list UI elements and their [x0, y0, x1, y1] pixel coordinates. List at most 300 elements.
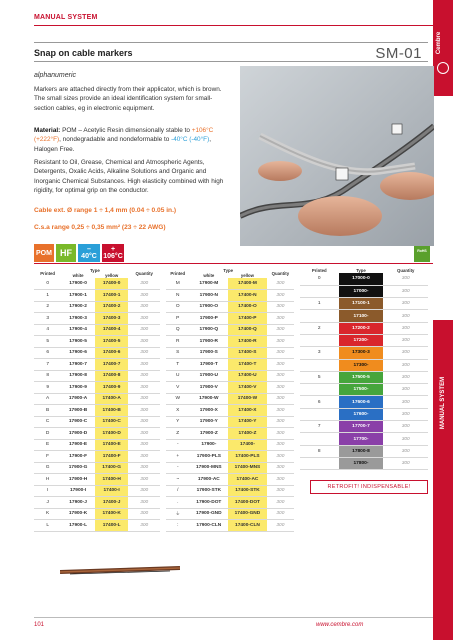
yellow-code-cell: 17400-L	[95, 520, 129, 532]
table-row	[300, 421, 428, 433]
yellow-code-cell: 17400-M	[228, 278, 267, 290]
table-row	[300, 334, 428, 346]
table-row	[34, 405, 160, 417]
table-row	[166, 485, 294, 497]
printed-cell: O	[166, 301, 190, 313]
colour-code-cell: 17600-	[339, 408, 384, 420]
white-code-cell: 17900-Z	[190, 428, 229, 440]
white-code-cell: 17900-MNS	[190, 462, 229, 474]
white-code-cell: 17900-0	[61, 278, 95, 290]
badge-rule	[34, 263, 433, 264]
table-row	[34, 497, 160, 509]
colour-code-cell: 17000-	[339, 285, 384, 297]
yellow-code-cell: 17400-C	[95, 416, 129, 428]
table-row	[300, 359, 428, 371]
printed-cell: V	[166, 382, 190, 394]
yellow-code-cell: 17400-Z	[228, 428, 267, 440]
white-code-cell: 17900-V	[190, 382, 229, 394]
top-rule	[34, 25, 453, 26]
printed-cell: K	[34, 508, 61, 520]
table-row	[166, 324, 294, 336]
printed-cell	[300, 285, 339, 297]
printed-cell: G	[34, 462, 61, 474]
printed-cell: 0	[300, 273, 339, 285]
hot-sign: +	[110, 246, 116, 253]
printed-header: Printed	[170, 270, 186, 276]
quantity-cell: 300	[128, 497, 160, 509]
printed-cell: A	[34, 393, 61, 405]
colour-code-cell: 17800-8	[339, 445, 384, 457]
rohs-label: RoHS	[417, 249, 427, 253]
yellow-code-cell: 17400-Y	[228, 416, 267, 428]
white-code-cell: 17900-T	[190, 359, 229, 371]
brand-logo-icon	[437, 62, 449, 74]
table-row	[166, 359, 294, 371]
quantity-cell: 300	[128, 520, 160, 532]
white-code-cell: 17900-5	[61, 336, 95, 348]
colour-code-cell: 17000-0	[339, 273, 384, 285]
yellow-code-cell: 17400-G	[95, 462, 129, 474]
printed-cell: 5	[34, 336, 61, 348]
white-code-cell: 17900-4	[61, 324, 95, 336]
yellow-code-cell: 17400-P	[228, 313, 267, 325]
printed-cell: B	[34, 405, 61, 417]
white-code-cell: 17900-1	[61, 290, 95, 302]
table-row	[300, 310, 428, 322]
yellow-header: yellow	[105, 273, 119, 278]
printed-cell: 8	[34, 370, 61, 382]
cold-temp-badge	[78, 244, 100, 262]
quantity-cell: 300	[128, 290, 160, 302]
quantity-cell: 300	[383, 384, 428, 396]
brand-box	[433, 0, 453, 96]
white-code-cell: 17900-CLN	[190, 520, 229, 532]
white-code-cell: 17900-GND	[190, 508, 229, 520]
quantity-cell: 300	[267, 393, 294, 405]
colour-code-cell: 17600-6	[339, 396, 384, 408]
quantity-cell: 300	[267, 336, 294, 348]
side-tab	[433, 320, 453, 640]
yellow-code-cell: 17400-Q	[228, 324, 267, 336]
printed-cell: ⏚	[166, 508, 190, 520]
quantity-cell: 300	[128, 359, 160, 371]
quantity-cell: 300	[128, 416, 160, 428]
quantity-cell: 300	[383, 322, 428, 334]
quantity-cell: 300	[267, 520, 294, 532]
yellow-code-cell: 17400-DOT	[228, 497, 267, 509]
table-row	[300, 445, 428, 457]
table-row	[166, 451, 294, 463]
quantity-cell: 300	[383, 347, 428, 359]
colour-code-cell: 17100-1	[339, 298, 384, 310]
type-header: Type	[223, 268, 233, 273]
quantity-cell: 300	[128, 439, 160, 451]
yellow-code-cell: 17400-B	[95, 405, 129, 417]
quantity-cell: 300	[383, 273, 428, 285]
colour-marker-table	[300, 268, 428, 470]
yellow-code-cell: 17400-E	[95, 439, 129, 451]
printed-cell: U	[166, 370, 190, 382]
white-code-cell: 17900-Y	[190, 416, 229, 428]
yellow-code-cell: 17400-U	[228, 370, 267, 382]
table-row	[34, 451, 160, 463]
material-text-2: , nondegradable and nondeformable to	[59, 136, 170, 144]
printed-cell	[300, 334, 339, 346]
yellow-code-cell: 17400-STK	[228, 485, 267, 497]
printed-cell: L	[34, 520, 61, 532]
section-label: MANUAL SYSTEM	[34, 14, 98, 21]
table-row	[34, 382, 160, 394]
colour-code-cell: 17500-	[339, 384, 384, 396]
brand-name: Cembre	[435, 31, 442, 55]
printed-cell: I	[34, 485, 61, 497]
quantity-header: Quantity	[271, 270, 290, 276]
printed-cell: E	[34, 439, 61, 451]
printed-cell: -	[166, 462, 190, 474]
white-code-cell: 17900-R	[190, 336, 229, 348]
quantity-cell: 300	[383, 310, 428, 322]
quantity-cell: 300	[267, 278, 294, 290]
colour-code-cell: 17300-3	[339, 347, 384, 359]
quantity-cell: 300	[267, 301, 294, 313]
material-label: Material:	[34, 127, 61, 134]
quantity-cell: 300	[128, 370, 160, 382]
product-code: SM-01	[375, 45, 422, 62]
table-row	[166, 428, 294, 440]
white-code-cell: 17900-7	[61, 359, 95, 371]
white-code-cell: 17900-DOT	[190, 497, 229, 509]
quantity-header: Quantity	[135, 270, 153, 276]
intro-text: Markers are attached directly from their applicator, which is brown. The small sizes provide an ideal identification system for small-section cables, eg in electronic equipment.	[34, 86, 222, 112]
material-text-1: POM – Acetylic Resin dimensionally stable to	[62, 127, 190, 134]
yellow-code-cell: 17400-D	[95, 428, 129, 440]
quantity-cell: 300	[267, 290, 294, 302]
white-code-cell: 17900-9	[61, 382, 95, 394]
table-row	[34, 313, 160, 325]
printed-cell: Y	[166, 416, 190, 428]
printed-cell	[300, 433, 339, 445]
printed-cell: Q	[166, 324, 190, 336]
yellow-code-cell: 17400-CLN	[228, 520, 267, 532]
yellow-code-cell: 17400-T	[228, 359, 267, 371]
printed-cell: ~	[166, 474, 190, 486]
hot-temp-value: 106°C	[103, 253, 123, 260]
yellow-code-cell: 17400-H	[95, 474, 129, 486]
yellow-code-cell: 17400-7	[95, 359, 129, 371]
material-hot-temp: +106°C (+222°F)	[34, 127, 214, 144]
printed-cell: 2	[300, 322, 339, 334]
white-code-cell: 17900-2	[61, 301, 95, 313]
quantity-cell: 300	[267, 462, 294, 474]
footer-rule	[34, 617, 433, 618]
title-bar	[34, 42, 428, 62]
table-row	[34, 336, 160, 348]
quantity-cell: 300	[267, 324, 294, 336]
quantity-cell: 300	[128, 428, 160, 440]
cable-range: Cable ext. Ø range 1 ÷ 1,4 mm (0.04 ÷ 0.05 in.)	[34, 207, 177, 214]
quantity-cell: 300	[128, 301, 160, 313]
quantity-cell: 300	[383, 285, 428, 297]
yellow-code-cell: 17400-R	[228, 336, 267, 348]
printed-cell: H	[34, 474, 61, 486]
table-row	[300, 322, 428, 334]
colour-code-cell: 17100-	[339, 310, 384, 322]
quantity-cell: 300	[267, 382, 294, 394]
quantity-cell: 300	[267, 485, 294, 497]
printed-cell: 6	[300, 396, 339, 408]
quantity-cell: 300	[267, 405, 294, 417]
quantity-cell: 300	[383, 408, 428, 420]
table-row	[300, 457, 428, 469]
printed-cell: :	[166, 520, 190, 532]
rohs-icon	[414, 246, 430, 262]
table-row	[166, 336, 294, 348]
printed-cell: +	[166, 451, 190, 463]
white-code-cell: 17900-J	[61, 497, 95, 509]
yellow-code-cell: 17400-AC	[228, 474, 267, 486]
colour-code-cell: 17800-	[339, 457, 384, 469]
quantity-cell: 300	[267, 428, 294, 440]
type-header: Type	[90, 268, 100, 273]
white-code-cell: 17900-8	[61, 370, 95, 382]
white-code-cell: 17900-X	[190, 405, 229, 417]
side-tab-label: MANUAL SYSTEM	[440, 376, 446, 430]
printed-cell: 3	[300, 347, 339, 359]
yellow-code-cell: 17400-W	[228, 393, 267, 405]
quantity-cell: 300	[383, 334, 428, 346]
table-row	[300, 396, 428, 408]
white-code-cell: 17900-AC	[190, 474, 229, 486]
table-row	[34, 393, 160, 405]
white-code-cell: 17900-Q	[190, 324, 229, 336]
yellow-code-cell: 17400-9	[95, 382, 129, 394]
printed-cell: 0	[34, 278, 61, 290]
white-code-cell: 17900-H	[61, 474, 95, 486]
quantity-cell: 300	[128, 451, 160, 463]
pom-badge: POM	[34, 244, 54, 262]
quantity-cell: 300	[267, 370, 294, 382]
quantity-cell: 300	[383, 359, 428, 371]
yellow-code-cell: 17400-0	[95, 278, 129, 290]
white-header: white	[72, 273, 84, 278]
printed-header: Printed	[311, 268, 327, 273]
printed-cell: 9	[34, 382, 61, 394]
printed-cell: P	[166, 313, 190, 325]
quantity-cell: 300	[267, 439, 294, 451]
website-link[interactable]: www.cembre.com	[316, 622, 364, 628]
table-row	[166, 370, 294, 382]
table-row	[34, 485, 160, 497]
white-code-cell: 17900-M	[190, 278, 229, 290]
yellow-code-cell: 17400-F	[95, 451, 129, 463]
yellow-code-cell: 17400-6	[95, 347, 129, 359]
subtitle: alphanumeric	[34, 72, 77, 79]
table-row	[166, 405, 294, 417]
quantity-cell: 300	[128, 474, 160, 486]
table-row	[166, 508, 294, 520]
printed-cell: T	[166, 359, 190, 371]
table-row	[300, 273, 428, 285]
yellow-code-cell: 17400-2	[95, 301, 129, 313]
printed-cell: M	[166, 278, 190, 290]
table-row	[300, 384, 428, 396]
yellow-code-cell: 17400-5	[95, 336, 129, 348]
yellow-code-cell: 17400-GND	[228, 508, 267, 520]
quantity-cell: 300	[128, 336, 160, 348]
quantity-cell: 300	[128, 462, 160, 474]
printed-cell: 6	[34, 347, 61, 359]
white-code-cell: 17900-B	[61, 405, 95, 417]
printed-cell: 7	[300, 421, 339, 433]
table-row	[34, 462, 160, 474]
material-text	[34, 126, 230, 154]
printed-cell: 7	[34, 359, 61, 371]
printed-cell: 2	[34, 301, 61, 313]
resistance-text: Resistant to Oil, Grease, Chemical and Atmospheric Agents, Detergents, Oxalic Acids, Alkaline Solutions and Organic and Inorganic Chemical Substances. High elasticity combined with high rigidity, for optimal grip on the conductor.	[34, 159, 224, 195]
yellow-code-cell: 17400-X	[228, 405, 267, 417]
quantity-cell: 300	[267, 416, 294, 428]
quantity-cell: 300	[267, 474, 294, 486]
quantity-cell: 300	[383, 433, 428, 445]
quantity-cell: 300	[128, 313, 160, 325]
printed-cell: X	[166, 405, 190, 417]
yellow-code-cell: 17400-8	[95, 370, 129, 382]
printed-cell	[300, 408, 339, 420]
yellow-code-cell: 17400-O	[228, 301, 267, 313]
table-row	[34, 474, 160, 486]
product-photo	[240, 66, 434, 246]
yellow-code-cell: 17400-J	[95, 497, 129, 509]
yellow-code-cell: 17400-S	[228, 347, 267, 359]
quantity-cell: 300	[383, 396, 428, 408]
printed-cell: S	[166, 347, 190, 359]
colour-code-cell: 17200-	[339, 334, 384, 346]
quantity-cell: 300	[383, 445, 428, 457]
table-row	[34, 359, 160, 371]
hf-badge: HF	[56, 244, 76, 262]
table-row	[166, 301, 294, 313]
colour-code-cell: 17700-7	[339, 421, 384, 433]
quantity-cell: 300	[128, 347, 160, 359]
white-code-cell: 17900-S	[190, 347, 229, 359]
property-badges	[34, 244, 124, 262]
page-number: 101	[34, 622, 45, 628]
quantity-cell: 300	[267, 347, 294, 359]
table-row	[300, 298, 428, 310]
yellow-code-cell: 17400-PLS	[228, 451, 267, 463]
quantity-cell: 300	[128, 485, 160, 497]
white-code-cell: 17900-D	[61, 428, 95, 440]
yellow-code-cell: 17400-N	[228, 290, 267, 302]
table-row	[166, 520, 294, 532]
table-row	[166, 313, 294, 325]
printed-cell: 3	[34, 313, 61, 325]
table-row	[34, 370, 160, 382]
printed-cell	[300, 384, 339, 396]
quantity-cell: 300	[267, 313, 294, 325]
material-cold-temp: -40°C (-40°F)	[171, 136, 210, 144]
cold-temp-value: 40°C	[81, 253, 97, 260]
quantity-cell: 300	[128, 324, 160, 336]
white-code-cell: 17900-N	[190, 290, 229, 302]
white-header: white	[203, 273, 215, 278]
table-row	[34, 416, 160, 428]
yellow-code-cell: 17400-I	[95, 485, 129, 497]
csa-range: C.s.a range 0,25 ÷ 0,35 mm² (23 ÷ 22 AWG)	[34, 224, 166, 231]
colour-code-cell: 17500-5	[339, 371, 384, 383]
table-row	[300, 371, 428, 383]
quantity-cell: 300	[128, 278, 160, 290]
quantity-header: Quantity	[397, 268, 415, 273]
colour-code-cell: 17200-2	[339, 322, 384, 334]
white-code-cell: 17900-W	[190, 393, 229, 405]
printed-cell: 5	[300, 371, 339, 383]
printed-cell: D	[34, 428, 61, 440]
table-row	[166, 416, 294, 428]
printed-cell: /	[166, 485, 190, 497]
printed-cell: -	[166, 439, 190, 451]
white-code-cell: 17900-K	[61, 508, 95, 520]
quantity-cell: 300	[267, 359, 294, 371]
white-code-cell: 17900-P	[190, 313, 229, 325]
yellow-code-cell: 17400-MNS	[228, 462, 267, 474]
table-row	[166, 439, 294, 451]
white-code-cell: 17900-I	[61, 485, 95, 497]
white-code-cell: 17900-3	[61, 313, 95, 325]
table-row	[166, 393, 294, 405]
table-row	[34, 301, 160, 313]
colour-code-cell: 17300-	[339, 359, 384, 371]
white-code-cell: 17900-F	[61, 451, 95, 463]
printed-cell	[300, 310, 339, 322]
yellow-code-cell: 17400-3	[95, 313, 129, 325]
quantity-cell: 300	[383, 457, 428, 469]
printed-header: Printed	[40, 270, 56, 276]
white-code-cell: 17900-O	[190, 301, 229, 313]
table-row	[166, 278, 294, 290]
page-title: Snap on cable markers	[34, 48, 133, 58]
material-text-3: , Halogen Free.	[34, 136, 211, 153]
yellow-code-cell: 17400-1	[95, 290, 129, 302]
type-header: Type	[356, 268, 366, 273]
white-code-cell: 17900-C	[61, 416, 95, 428]
white-code-cell: 17900-6	[61, 347, 95, 359]
yellow-code-cell: 17400-V	[228, 382, 267, 394]
quantity-cell: 300	[267, 497, 294, 509]
table-row	[34, 278, 160, 290]
table-row	[34, 324, 160, 336]
quantity-cell: 300	[383, 421, 428, 433]
white-code-cell: 17900-	[190, 439, 229, 451]
quantity-cell: 300	[383, 371, 428, 383]
yellow-code-cell: 17400-A	[95, 393, 129, 405]
white-code-cell: 17900-U	[190, 370, 229, 382]
printed-cell: .	[166, 497, 190, 509]
quantity-cell: 300	[128, 405, 160, 417]
yellow-code-cell: 17400-4	[95, 324, 129, 336]
marker-strip-photo	[60, 562, 180, 578]
printed-cell: 8	[300, 445, 339, 457]
white-code-cell: 17900-STK	[190, 485, 229, 497]
table-row	[166, 347, 294, 359]
table-row	[34, 347, 160, 359]
printed-cell: Z	[166, 428, 190, 440]
table-row	[166, 382, 294, 394]
printed-cell: W	[166, 393, 190, 405]
yellow-code-cell: 17400-K	[95, 508, 129, 520]
marker-table-2	[166, 268, 294, 532]
yellow-code-cell: 17400-	[228, 439, 267, 451]
